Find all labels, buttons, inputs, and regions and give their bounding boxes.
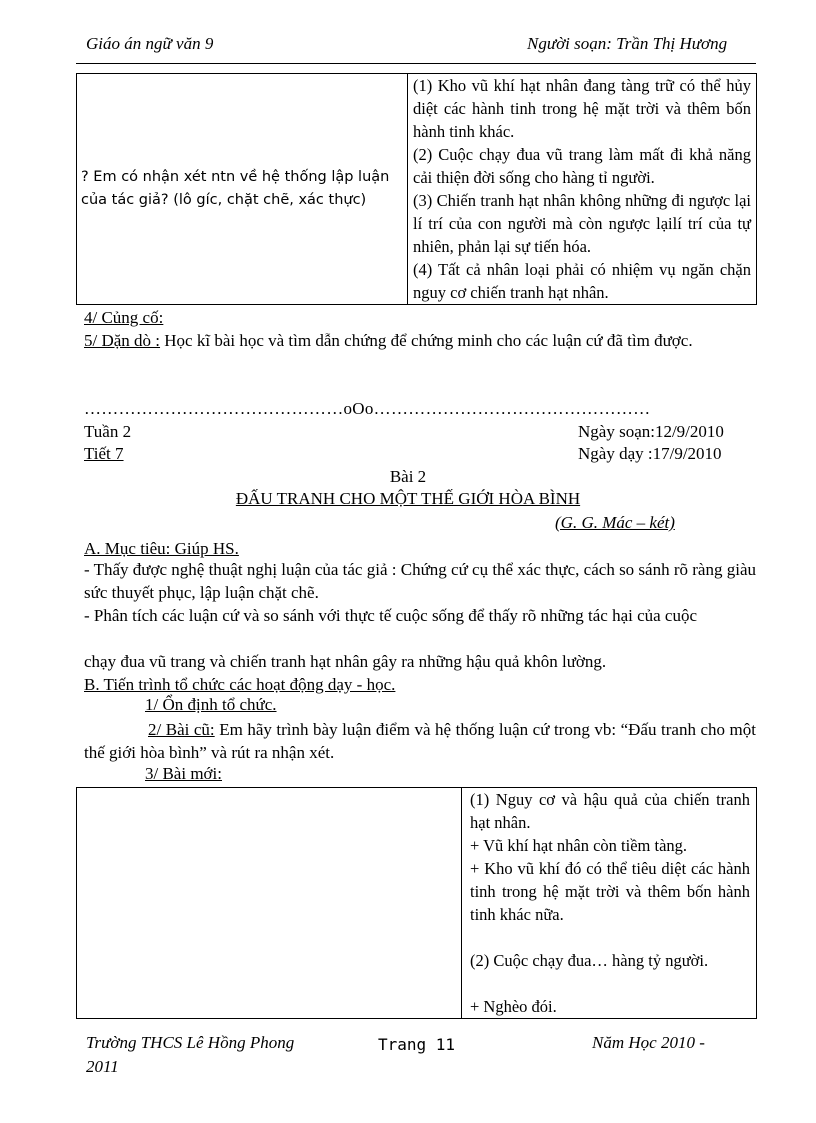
activity-cell [77,788,462,1019]
step-1: 1/ Ổn định tổ chức. [145,695,277,714]
section-separator: ………………………………………oOo………………………………………… [84,399,651,418]
review-table [76,73,757,305]
step-3: 3/ Bài mới: [145,764,222,783]
step-2-text: Em hãy trình bày luận điểm và hệ thống luận cứ trong vb: “Đấu tranh cho một thế giới hòa bình” và rút ra nhận xét. [84,720,756,762]
header-divider [76,63,756,64]
teach-date: Ngày dạy :17/9/2010 [578,444,722,463]
objectives-heading: A. Mục tiêu: Giúp HS. [84,539,239,558]
content-cell [462,788,757,1019]
lesson-title: ĐẤU TRANH CHO MỘT THẾ GIỚI HÒA BÌNH [235,489,581,508]
lesson-number: Bài 2 [389,467,427,486]
homework-paragraph [84,329,756,352]
answer-cell [408,74,757,305]
answer-item: (1) Kho vũ khí hạt nhân đang tàng trữ có thể hủy diệt các hành tinh trong hệ mặt trời và thêm bốn hành tinh khác. [413,76,751,141]
content-line: + Vũ khí hạt nhân còn tiềm tàng. [470,836,688,855]
content-line: (2) Cuộc chạy đua… hàng tỷ người. [470,951,709,970]
homework-text: Học kĩ bài học và tìm dẫn chứng để chứng minh cho các luận cứ đã tìm được. [160,331,693,350]
lesson-author: (G. G. Mác – két) [555,513,675,532]
table-row [77,74,757,305]
step-2 [84,718,756,764]
process-heading: B. Tiến trình tổ chức các hoạt động dạy - học. [84,675,396,694]
footer-year: Năm Học 2010 - [592,1033,705,1052]
content-line: (1) Nguy cơ và hậu quả của chiến tranh hạt nhân. [470,790,750,832]
answer-item: (3) Chiến tranh hạt nhân không những đi ngược lại lí trí của con người mà còn ngược lạilí trí của tự nhiên, phản lại sự tiến hóa. [413,191,751,256]
consolidate-heading: 4/ Củng cố: [84,308,164,327]
header-left: Giáo án ngữ văn 9 [86,34,214,53]
footer-year-end: 2011 [86,1057,119,1076]
content-line: + Nghèo đói. [470,997,557,1016]
objective-1: - Thấy được nghệ thuật nghị luận của tác giả : Chứng cứ cụ thể xác thực, cách so sánh rõ ràng giàu sức thuyết phục, lập luận chặt chẽ. [84,560,756,602]
objective-2-continued: chạy đua vũ trang và chiến tranh hạt nhân gây ra những hậu quả khôn lường. [84,652,607,671]
objective-2: - Phân tích các luận cứ và so sánh với thực tế cuộc sống để thấy rõ những tác hại của cuộc [84,606,698,625]
answer-item: (2) Cuộc chạy đua vũ trang làm mất đi khả năng cải thiện đời sống cho hàng tỉ người. [413,145,751,187]
table-row [77,788,757,1019]
lesson-table [76,787,757,1019]
footer-school: Trường THCS Lê Hồng Phong [86,1033,295,1052]
answer-item: (4) Tất cả nhân loại phải có nhiệm vụ ngăn chặn nguy cơ chiến tranh hạt nhân. [413,260,751,302]
content-line [470,926,750,949]
period-label: Tiết 7 [84,444,124,463]
footer-page: Trang 11 [378,1035,456,1054]
header-right: Người soạn: Trần Thị Hương [527,34,728,53]
week-label: Tuần 2 [84,422,132,441]
homework-label: 5/ Dặn dò : [84,331,161,350]
content-line [470,972,750,995]
question-cell: ? Em có nhận xét ntn về hệ thống lập luận của tác giả? (lô gíc, chặt chẽ, xác thực) [77,74,408,305]
step-2-label: 2/ Bài cũ: [148,720,215,739]
content-line: + Kho vũ khí đó có thể tiêu diệt các hành tinh trong hệ mặt trời và thêm bốn hành tinh khác nữa. [470,859,750,924]
prep-date: Ngày soạn:12/9/2010 [578,422,724,441]
